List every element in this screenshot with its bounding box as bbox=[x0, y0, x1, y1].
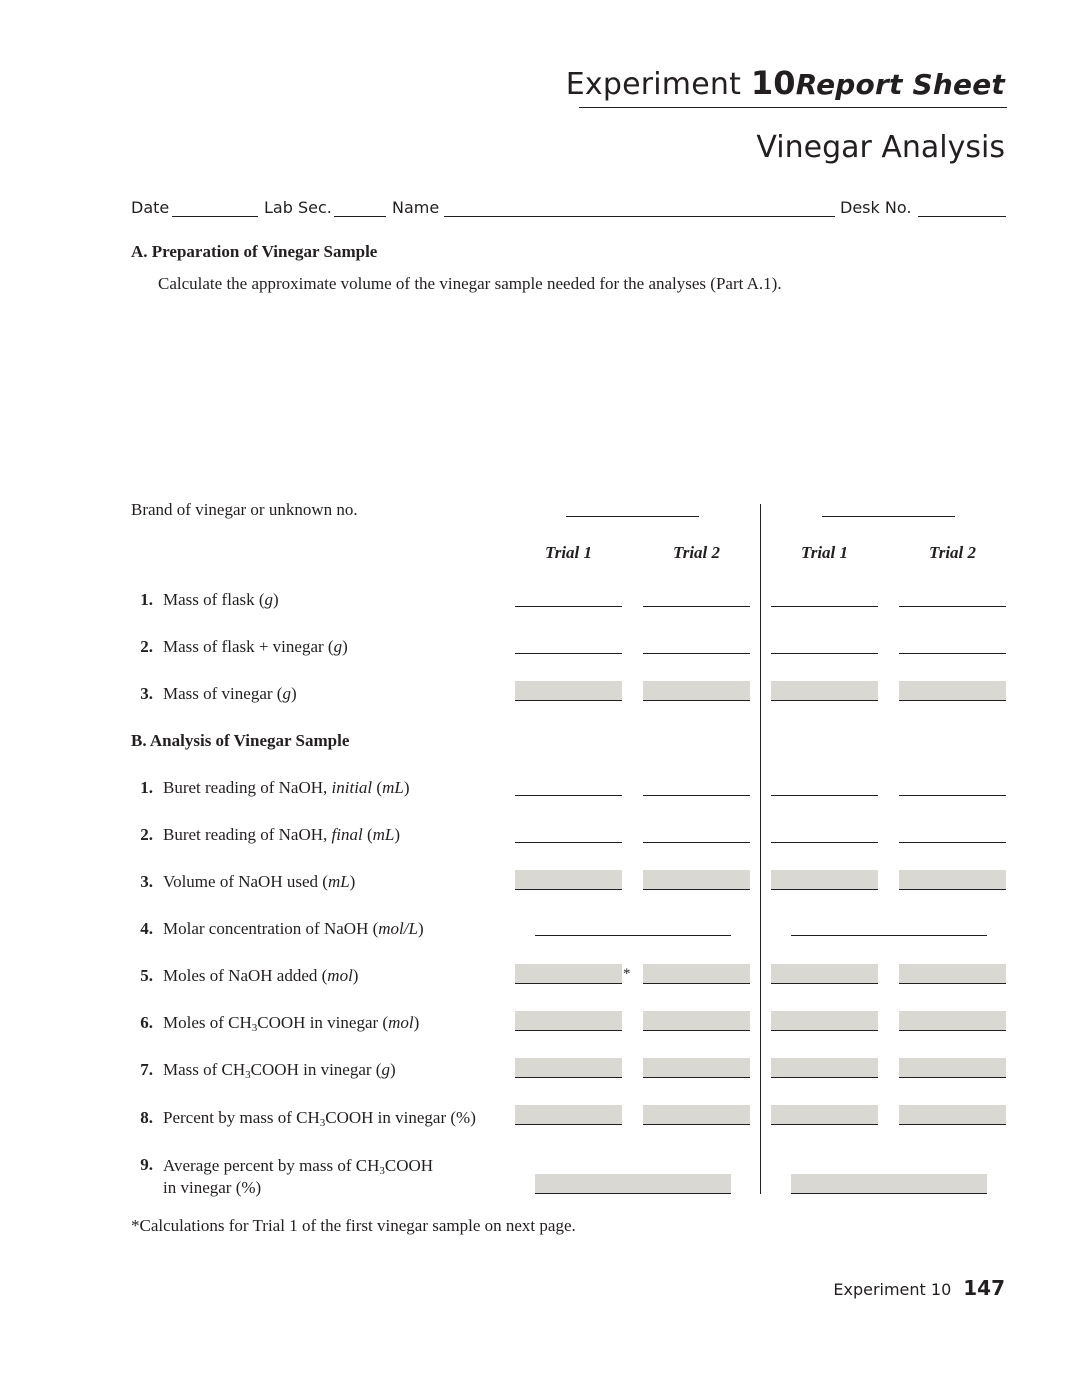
sample-divider bbox=[760, 504, 761, 1194]
page-footer bbox=[833, 1276, 1005, 1300]
b-row-8-label: Percent by mass of $CH_3COOH$ in vinegar (%) bbox=[163, 1108, 476, 1129]
b3-s2-t1-field[interactable] bbox=[771, 870, 878, 890]
b8-s1-t2-field[interactable] bbox=[643, 1105, 750, 1125]
brand-label: Brand of vinegar or unknown no. bbox=[131, 500, 358, 519]
a-row-3-number: 3. bbox=[140, 684, 153, 703]
date-field[interactable] bbox=[172, 216, 258, 217]
experiment-word: Experiment bbox=[565, 67, 742, 102]
trial-header-s1-t1: Trial 1 bbox=[544, 543, 593, 562]
b2-s2-t1-field[interactable] bbox=[771, 842, 878, 843]
b-row-5-label: Moles of NaOH added (mol) bbox=[163, 966, 359, 985]
b-row-7-label: Mass of $CH_3COOH$ in vinegar (g) bbox=[163, 1060, 396, 1081]
brand-field-sample-1[interactable] bbox=[566, 516, 699, 517]
b9-s2-field[interactable] bbox=[791, 1174, 987, 1194]
experiment-number: 10 bbox=[750, 64, 796, 102]
lab-sec-field[interactable] bbox=[334, 216, 386, 217]
b8-s2-t1-field[interactable] bbox=[771, 1105, 878, 1125]
b-row-2-label: Buret reading of NaOH, final (mL) bbox=[163, 825, 401, 844]
a1-s1-t1-field[interactable] bbox=[515, 606, 622, 607]
b1-s1-t2-field[interactable] bbox=[643, 795, 750, 796]
b-row-3-number: 3. bbox=[140, 872, 153, 891]
b-row-7-number: 7. bbox=[140, 1060, 153, 1079]
a1-s1-t2-field[interactable] bbox=[643, 606, 750, 607]
b6-s1-t2-field[interactable] bbox=[643, 1011, 750, 1031]
b-row-6-label: Moles of $CH_3COOH$ in vinegar (mol) bbox=[163, 1013, 420, 1034]
desk-no-label: Desk No. bbox=[840, 198, 912, 217]
brand-field-sample-2[interactable] bbox=[822, 516, 955, 517]
a-row-3-label: Mass of vinegar (g) bbox=[163, 684, 297, 703]
b5-s1-t1-field[interactable] bbox=[515, 964, 622, 984]
desk-no-field[interactable] bbox=[918, 216, 1006, 217]
header-rule bbox=[579, 107, 1007, 108]
a3-s1-t1-field[interactable] bbox=[515, 681, 622, 701]
b9-s1-field[interactable] bbox=[535, 1174, 731, 1194]
a2-s1-t2-field[interactable] bbox=[643, 653, 750, 654]
trial-header-s2-t1: Trial 1 bbox=[800, 543, 849, 562]
b4-s1-field[interactable] bbox=[535, 935, 731, 936]
section-b-heading: B. Analysis of Vinegar Sample bbox=[131, 731, 350, 750]
trial-header-s1-t2: Trial 2 bbox=[672, 543, 721, 562]
b7-s2-t1-field[interactable] bbox=[771, 1058, 878, 1078]
footnote: *Calculations for Trial 1 of the first vinegar sample on next page. bbox=[131, 1216, 576, 1235]
section-a-instruction: Calculate the approximate volume of the vinegar sample needed for the analyses (Part A.1). bbox=[158, 274, 782, 293]
a1-s2-t2-field[interactable] bbox=[899, 606, 1006, 607]
a3-s1-t2-field[interactable] bbox=[643, 681, 750, 701]
a1-s2-t1-field[interactable] bbox=[771, 606, 878, 607]
b1-s2-t2-field[interactable] bbox=[899, 795, 1006, 796]
b-row-6-number: 6. bbox=[140, 1013, 153, 1032]
a-row-1-label: Mass of flask (g) bbox=[163, 590, 279, 609]
b1-s2-t1-field[interactable] bbox=[771, 795, 878, 796]
b3-s2-t2-field[interactable] bbox=[899, 870, 1006, 890]
b4-s2-field[interactable] bbox=[791, 935, 987, 936]
a2-s1-t1-field[interactable] bbox=[515, 653, 622, 654]
b7-s2-t2-field[interactable] bbox=[899, 1058, 1006, 1078]
b-row-4-number: 4. bbox=[140, 919, 153, 938]
a-row-2-label: Mass of flask + vinegar (g) bbox=[163, 637, 348, 656]
name-field[interactable] bbox=[444, 216, 835, 217]
b5-s2-t1-field[interactable] bbox=[771, 964, 878, 984]
report-title bbox=[566, 64, 1005, 102]
trial-header-s2-t2: Trial 2 bbox=[928, 543, 977, 562]
b7-s1-t2-field[interactable] bbox=[643, 1058, 750, 1078]
calculation-space[interactable] bbox=[131, 300, 1007, 490]
b-row-5-number: 5. bbox=[140, 966, 153, 985]
b8-s1-t1-field[interactable] bbox=[515, 1105, 622, 1125]
b1-s1-t1-field[interactable] bbox=[515, 795, 622, 796]
b6-s1-t1-field[interactable] bbox=[515, 1011, 622, 1031]
a3-s2-t1-field[interactable] bbox=[771, 681, 878, 701]
b7-s1-t1-field[interactable] bbox=[515, 1058, 622, 1078]
b5-s1-t2-field[interactable] bbox=[643, 964, 750, 984]
b-row-1-number: 1. bbox=[140, 778, 153, 797]
b2-s1-t2-field[interactable] bbox=[643, 842, 750, 843]
b5-s2-t2-field[interactable] bbox=[899, 964, 1006, 984]
b3-s1-t2-field[interactable] bbox=[643, 870, 750, 890]
a2-s2-t2-field[interactable] bbox=[899, 653, 1006, 654]
a3-s2-t2-field[interactable] bbox=[899, 681, 1006, 701]
lab-sec-label: Lab Sec. bbox=[264, 198, 332, 217]
b-row-1-label: Buret reading of NaOH, initial (mL) bbox=[163, 778, 410, 797]
a2-s2-t1-field[interactable] bbox=[771, 653, 878, 654]
b-row-9-label: Average percent by mass of $CH_3COOH$ in vinegar (%) bbox=[163, 1156, 434, 1197]
b8-s2-t2-field[interactable] bbox=[899, 1105, 1006, 1125]
b-row-3-label: Volume of NaOH used (mL) bbox=[163, 872, 356, 891]
b-row-8-number: 8. bbox=[140, 1108, 153, 1127]
page-number: 147 bbox=[963, 1276, 1005, 1300]
report-sheet-label: Report Sheet bbox=[795, 68, 1005, 101]
b-row-2-number: 2. bbox=[140, 825, 153, 844]
date-label: Date bbox=[131, 198, 170, 217]
b6-s2-t1-field[interactable] bbox=[771, 1011, 878, 1031]
name-label: Name bbox=[392, 198, 440, 217]
b6-s2-t2-field[interactable] bbox=[899, 1011, 1006, 1031]
b2-s2-t2-field[interactable] bbox=[899, 842, 1006, 843]
section-a-heading: A. Preparation of Vinegar Sample bbox=[131, 242, 378, 261]
footer-label: Experiment 10 bbox=[833, 1280, 952, 1299]
a-row-1-number: 1. bbox=[140, 590, 153, 609]
footnote-asterisk: * bbox=[623, 966, 631, 982]
b-row-9-number: 9. bbox=[140, 1155, 153, 1174]
page-subtitle: Vinegar Analysis bbox=[756, 130, 1005, 165]
b2-s1-t1-field[interactable] bbox=[515, 842, 622, 843]
a-row-2-number: 2. bbox=[140, 637, 153, 656]
b3-s1-t1-field[interactable] bbox=[515, 870, 622, 890]
b-row-4-label: Molar concentration of NaOH (mol/L) bbox=[163, 919, 424, 938]
